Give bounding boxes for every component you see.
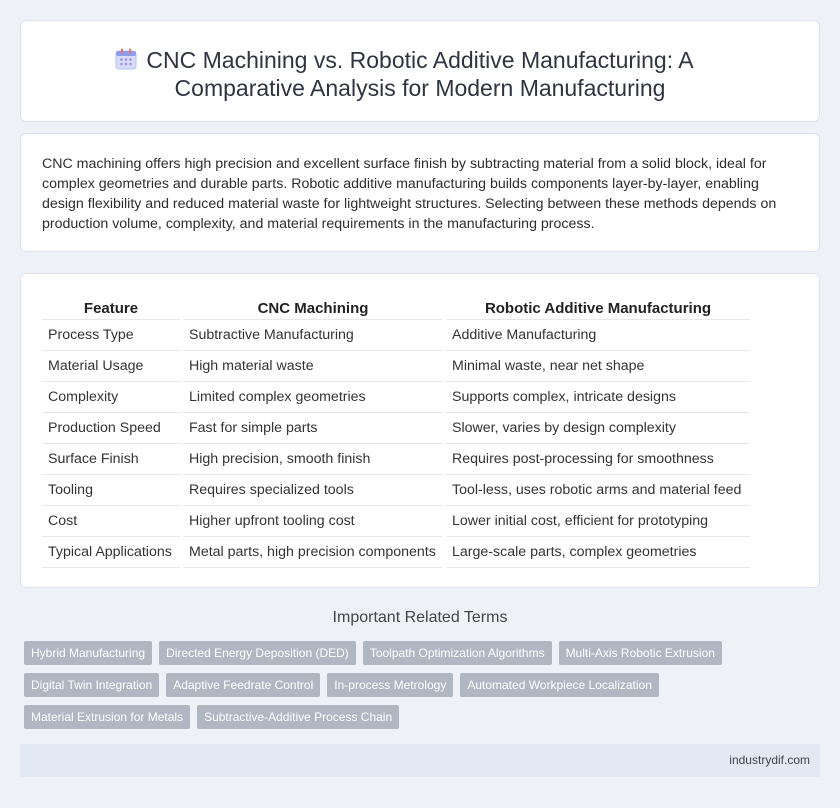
cell-robotic: Lower initial cost, efficient for prototyping — [446, 505, 750, 536]
footer — [20, 744, 820, 777]
cell-cnc: Fast for simple parts — [183, 412, 443, 443]
table-row — [42, 443, 750, 474]
table-row — [42, 350, 750, 381]
tag-link[interactable]: Digital Twin Integration — [24, 673, 159, 697]
cell-robotic: Supports complex, intricate designs — [446, 381, 750, 412]
title-wrap — [21, 46, 819, 102]
tag-link[interactable]: Hybrid Manufacturing — [24, 641, 152, 665]
table-row — [42, 474, 750, 505]
related-terms-heading: Important Related Terms — [332, 609, 508, 626]
table-row — [42, 319, 750, 350]
tag-row — [24, 641, 804, 665]
cell-feature: Process Type — [42, 319, 180, 350]
cell-feature: Surface Finish — [42, 443, 180, 474]
intro-card — [20, 133, 820, 252]
tag-link[interactable]: Subtractive-Additive Process Chain — [197, 705, 399, 729]
cell-cnc: High material waste — [183, 350, 443, 381]
cell-robotic: Minimal waste, near net shape — [446, 350, 750, 381]
cell-cnc: Higher upfront tooling cost — [183, 505, 443, 536]
footer-site-link[interactable]: industrydif.com — [729, 753, 810, 767]
tag-link[interactable]: In-process Metrology — [327, 673, 453, 697]
cell-robotic: Slower, varies by design complexity — [446, 412, 750, 443]
cell-feature: Cost — [42, 505, 180, 536]
cell-feature: Material Usage — [42, 350, 180, 381]
cell-feature: Complexity — [42, 381, 180, 412]
table-header-row — [42, 296, 750, 319]
cell-cnc: High precision, smooth finish — [183, 443, 443, 474]
cell-cnc: Subtractive Manufacturing — [183, 319, 443, 350]
header-robotic: Robotic Additive Manufacturing — [446, 296, 750, 319]
header-feature: Feature — [42, 296, 180, 319]
cell-cnc: Limited complex geometries — [183, 381, 443, 412]
title-card — [20, 20, 820, 122]
tag-link[interactable]: Adaptive Feedrate Control — [166, 673, 320, 697]
intro-paragraph: CNC machining offers high precision and excellent surface finish by subtracting material from a solid block, ideal for complex geometries and durable parts. Robotic additive manufacturing builds components layer-by-layer, enabling design flexibility and reduced material waste for lightweight structures. Selecting between these methods depends on production volume, complexity, and material requirements in the manufacturing process. — [42, 156, 777, 232]
cell-cnc: Metal parts, high precision components — [183, 536, 443, 567]
cell-robotic: Requires post-processing for smoothness — [446, 443, 750, 474]
cell-feature: Production Speed — [42, 412, 180, 443]
tag-link[interactable]: Toolpath Optimization Algorithms — [363, 641, 552, 665]
cell-robotic: Tool-less, uses robotic arms and material feed — [446, 474, 750, 505]
related-terms-list — [24, 641, 804, 737]
tag-row — [24, 705, 804, 729]
cell-robotic: Large-scale parts, complex geometries — [446, 536, 750, 567]
table-row — [42, 505, 750, 536]
tag-link[interactable]: Material Extrusion for Metals — [24, 705, 190, 729]
table-row — [42, 412, 750, 443]
table-row — [42, 381, 750, 412]
calendar-icon — [115, 48, 137, 70]
cell-feature: Typical Applications — [42, 536, 180, 567]
header-cnc: CNC Machining — [183, 296, 443, 319]
tag-link[interactable]: Automated Workpiece Localization — [460, 673, 659, 697]
comparison-table-card — [20, 273, 820, 588]
cell-feature: Tooling — [42, 474, 180, 505]
table-row — [42, 536, 750, 567]
cell-robotic: Additive Manufacturing — [446, 319, 750, 350]
page-title-line-1: CNC Machining vs. Robotic Additive Manufacturing: A — [146, 47, 694, 73]
cell-cnc: Requires specialized tools — [183, 474, 443, 505]
tag-row — [24, 673, 804, 697]
page-title-line-2: Comparative Analysis for Modern Manufacturing — [174, 75, 666, 101]
tag-link[interactable]: Directed Energy Deposition (DED) — [159, 641, 356, 665]
tag-link[interactable]: Multi-Axis Robotic Extrusion — [559, 641, 722, 665]
comparison-table — [42, 296, 750, 568]
